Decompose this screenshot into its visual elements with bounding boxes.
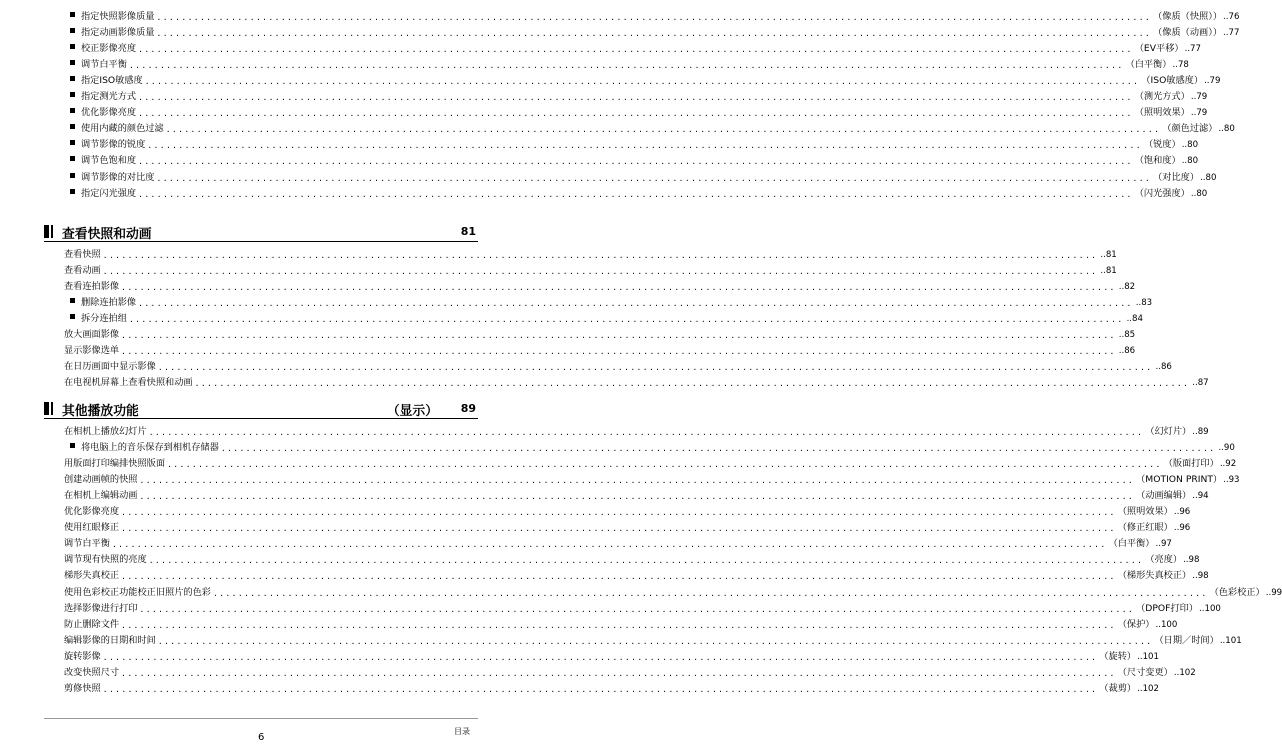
square-bullet-icon bbox=[70, 443, 75, 448]
toc-entry-text: 在相机上播放幻灯片 bbox=[64, 426, 147, 437]
toc-entry[interactable] bbox=[70, 107, 1208, 119]
toc-entry-tag: （尺寸变更） bbox=[1117, 666, 1173, 678]
toc-entry-title bbox=[64, 265, 101, 277]
toc-entry-tag: （ISO敏感度） bbox=[1141, 75, 1204, 87]
square-bullet-icon bbox=[70, 140, 75, 145]
toc-entry-tag: （照明效果） bbox=[1134, 107, 1190, 119]
dot-leader: ................................................................................................................................................................ bbox=[157, 363, 1153, 373]
square-bullet-icon bbox=[70, 298, 75, 303]
toc-entry-text: 使用内藏的颜色过滤 bbox=[81, 123, 164, 135]
footer-divider bbox=[44, 718, 478, 719]
toc-entry[interactable] bbox=[64, 265, 1117, 277]
toc-entry-tag: （测光方式） bbox=[1134, 91, 1190, 103]
square-bullet-icon bbox=[70, 189, 75, 194]
dot-leader: ................................................................................................................................................................ bbox=[138, 45, 1133, 55]
toc-entry-page: ..93 bbox=[1223, 475, 1240, 486]
toc-entry[interactable] bbox=[70, 11, 1240, 23]
toc-entry-tag: （白平衡） bbox=[1125, 59, 1172, 71]
toc-entry[interactable] bbox=[64, 361, 1172, 373]
toc-entry-page: ..102 bbox=[1173, 667, 1196, 678]
footer-page-number: 6 bbox=[258, 732, 265, 743]
toc-entry-page: ..86 bbox=[1118, 346, 1136, 357]
toc-entry-title bbox=[64, 490, 138, 502]
toc-entry-title bbox=[70, 75, 143, 87]
square-bullet-icon bbox=[70, 156, 75, 161]
toc-entry[interactable] bbox=[64, 522, 1191, 534]
section-tag: （显示） bbox=[386, 404, 438, 419]
section-heading-playback bbox=[44, 401, 478, 419]
square-bullet-icon bbox=[70, 314, 75, 319]
toc-entry-title bbox=[64, 651, 101, 663]
toc-entry-page: ..82 bbox=[1118, 282, 1136, 293]
toc-entry-title bbox=[70, 123, 164, 135]
toc-entry-text: 梯形失真校正 bbox=[64, 570, 120, 582]
toc-entry-title bbox=[70, 59, 127, 71]
toc-entry-text: 调节现有快照的亮度 bbox=[64, 554, 147, 566]
toc-entry-text: 指定快照影像质量 bbox=[81, 11, 155, 22]
toc-entry-title bbox=[70, 297, 136, 309]
toc-entry[interactable] bbox=[70, 155, 1199, 167]
toc-entry-page: ..83 bbox=[1135, 298, 1153, 309]
toc-entry[interactable] bbox=[70, 27, 1240, 39]
toc-entry-text: 防止删除文件 bbox=[64, 618, 120, 630]
toc-entry-title bbox=[64, 667, 119, 679]
toc-entry-page: ..76 bbox=[1223, 12, 1240, 22]
toc-entry-text: 使用红眼修正 bbox=[64, 522, 120, 534]
toc-entry-page: ..80 bbox=[1181, 140, 1199, 151]
toc-entry-tag: （颜色过滤） bbox=[1162, 123, 1218, 135]
toc-entry-text: 查看动画 bbox=[64, 265, 101, 277]
toc-entry[interactable] bbox=[64, 618, 1178, 631]
dot-leader: ................................................................................................................................................................ bbox=[139, 604, 1135, 614]
toc-entry-title bbox=[64, 426, 147, 438]
toc-entry[interactable] bbox=[70, 43, 1201, 55]
toc-entry-tag: （日期／时间） bbox=[1154, 634, 1219, 646]
square-bullet-icon bbox=[70, 44, 75, 49]
toc-entry-title bbox=[64, 345, 119, 357]
toc-entry[interactable] bbox=[70, 123, 1235, 135]
toc-entry-tag: （白平衡） bbox=[1108, 538, 1155, 550]
dot-leader: ................................................................................................................................................................ bbox=[128, 61, 1124, 71]
toc-entry-page: ..84 bbox=[1126, 314, 1143, 325]
toc-entry-text: 调节色饱和度 bbox=[81, 155, 137, 167]
toc-entry-text: 调节白平衡 bbox=[64, 538, 110, 550]
toc-entry-tag: （像质（动画）） bbox=[1153, 27, 1223, 39]
toc-entry-text: 使用色彩校正功能校正旧照片的色彩 bbox=[64, 586, 211, 598]
toc-entry-tag: （DPOF打印） bbox=[1136, 602, 1199, 614]
toc-entry-text: 在日历画面中显示影像 bbox=[64, 361, 156, 373]
dot-leader: ................................................................................................................................................................ bbox=[102, 684, 1098, 694]
toc-entry[interactable] bbox=[70, 139, 1199, 151]
toc-entry-tag: （闪光强度） bbox=[1134, 187, 1190, 199]
toc-entry-text: 将电脑上的音乐保存到相机存储器 bbox=[81, 442, 219, 454]
square-bullet-icon bbox=[70, 60, 75, 65]
dot-leader: ................................................................................................................................................................ bbox=[156, 29, 1152, 39]
toc-entry-tag: （裁剪） bbox=[1099, 682, 1137, 694]
toc-entry[interactable] bbox=[70, 442, 1235, 454]
square-bullet-icon bbox=[70, 28, 75, 33]
toc-entry[interactable] bbox=[64, 474, 1240, 486]
toc-entry-text: 剪修快照 bbox=[64, 682, 101, 694]
toc-entry-tag: （饱和度） bbox=[1134, 155, 1181, 167]
dot-leader: ................................................................................................................................................................ bbox=[194, 379, 1190, 389]
toc-entry-tag: （修正红眼） bbox=[1117, 522, 1173, 534]
heading-bar-icon bbox=[44, 402, 56, 415]
toc-entry-title bbox=[64, 554, 147, 566]
toc-entry-text: 在相机上编辑动画 bbox=[64, 490, 138, 502]
toc-entry-page: ..85 bbox=[1118, 330, 1136, 341]
dot-leader: ................................................................................................................................................................ bbox=[139, 476, 1135, 486]
toc-entry-title bbox=[70, 43, 136, 55]
dot-leader: ................................................................................................................................................................ bbox=[138, 157, 1133, 167]
toc-entry-title bbox=[64, 522, 119, 534]
toc-entry-tag: （锐度） bbox=[1143, 139, 1181, 151]
toc-entry-text: 旋转影像 bbox=[64, 650, 101, 662]
toc-entry-text: 指定ISO敏感度 bbox=[81, 75, 143, 87]
toc-entry-text: 调节影像的锐度 bbox=[81, 139, 146, 151]
toc-entry-title bbox=[64, 377, 193, 389]
toc-entry-tag: （梯形失真校正） bbox=[1117, 570, 1192, 582]
toc-entry[interactable] bbox=[64, 586, 1282, 599]
toc-entry-page: ..79 bbox=[1190, 108, 1208, 119]
toc-entry[interactable] bbox=[70, 171, 1217, 184]
toc-entry-title bbox=[64, 458, 165, 470]
toc-entry[interactable] bbox=[64, 650, 1159, 663]
dot-leader: ................................................................................................................................................................ bbox=[121, 283, 1116, 293]
toc-entry-text: 在电视机屏幕上查看快照和动画 bbox=[64, 377, 193, 389]
square-bullet-icon bbox=[70, 12, 75, 17]
dot-leader: ................................................................................................................................................................ bbox=[148, 428, 1144, 437]
dot-leader: ................................................................................................................................................................ bbox=[165, 125, 1161, 135]
toc-entry-title bbox=[64, 329, 119, 341]
toc-entry-text: 调节白平衡 bbox=[81, 59, 127, 71]
toc-entry-title bbox=[70, 107, 136, 119]
toc-entry[interactable] bbox=[64, 458, 1237, 470]
toc-entry-page: ..97 bbox=[1155, 539, 1172, 550]
toc-entry-page: ..80 bbox=[1218, 124, 1235, 135]
toc-entry-page: ..99 bbox=[1265, 587, 1282, 598]
toc-entry-title bbox=[64, 587, 211, 599]
section-title: 其他播放功能 bbox=[62, 404, 139, 419]
dot-leader: ................................................................................................................................................................ bbox=[121, 508, 1116, 518]
square-bullet-icon bbox=[70, 124, 75, 129]
toc-entry-tag: （对比度） bbox=[1153, 171, 1200, 183]
toc-entry-tag: （亮度） bbox=[1145, 554, 1183, 566]
toc-entry-text: 拆分连拍组 bbox=[81, 313, 127, 325]
toc-entry[interactable] bbox=[64, 249, 1117, 261]
toc-entry-tag: （EV平移） bbox=[1134, 43, 1184, 55]
toc-entry-title bbox=[70, 442, 219, 454]
toc-entry[interactable] bbox=[64, 345, 1136, 357]
toc-entry-page: ..102 bbox=[1137, 683, 1159, 694]
toc-entry-text: 改变快照尺寸 bbox=[64, 666, 120, 678]
toc-entry-title bbox=[70, 11, 155, 23]
toc-entry-tag: （色彩校正） bbox=[1209, 586, 1265, 598]
dot-leader: ................................................................................................................................................................ bbox=[156, 13, 1152, 22]
toc-entry-tag: （像质（快照）） bbox=[1153, 11, 1223, 22]
section-heading-view bbox=[44, 224, 478, 242]
toc-entry-text: 调节影像的对比度 bbox=[81, 171, 155, 183]
dot-leader: ................................................................................................................................................................ bbox=[220, 444, 1216, 454]
toc-entry-title bbox=[70, 155, 136, 167]
toc-entry-title bbox=[64, 249, 101, 261]
toc-entry-text: 校正影像亮度 bbox=[81, 43, 137, 55]
toc-entry[interactable] bbox=[70, 75, 1221, 87]
toc-entry[interactable] bbox=[64, 570, 1209, 582]
toc-entry[interactable] bbox=[64, 666, 1196, 679]
toc-entry-page: ..81 bbox=[1100, 266, 1117, 277]
toc-entry-text: 优化影像亮度 bbox=[81, 107, 137, 119]
toc-entry-page: ..98 bbox=[1192, 571, 1209, 582]
dot-leader: ................................................................................................................................................................ bbox=[121, 572, 1116, 582]
toc-entry-title bbox=[64, 683, 101, 695]
toc-entry[interactable] bbox=[64, 602, 1221, 615]
dot-leader: ................................................................................................................................................................ bbox=[157, 636, 1153, 646]
toc-entry-page: ..79 bbox=[1204, 76, 1221, 87]
dot-leader: ................................................................................................................................................................ bbox=[144, 77, 1140, 87]
toc-entry-tag: （旋转） bbox=[1099, 650, 1137, 662]
square-bullet-icon bbox=[70, 76, 75, 81]
toc-entry-page: ..80 bbox=[1200, 172, 1217, 183]
toc-entry-tag: （照明效果） bbox=[1117, 506, 1173, 518]
toc-entry-page: ..77 bbox=[1223, 28, 1240, 39]
dot-leader: ................................................................................................................................................................ bbox=[138, 299, 1133, 309]
dot-leader: ................................................................................................................................................................ bbox=[148, 556, 1144, 566]
dot-leader: ................................................................................................................................................................ bbox=[138, 189, 1133, 199]
heading-bar-icon bbox=[44, 225, 56, 238]
toc-entry-title bbox=[64, 474, 138, 486]
toc-entry[interactable] bbox=[64, 490, 1209, 502]
dot-leader: ................................................................................................................................................................ bbox=[121, 620, 1116, 630]
toc-entry-page: ..101 bbox=[1219, 635, 1242, 646]
toc-entry-text: 显示影像选单 bbox=[64, 345, 120, 357]
square-bullet-icon bbox=[70, 108, 75, 113]
toc-entry[interactable] bbox=[70, 59, 1189, 71]
dot-leader: ................................................................................................................................................................ bbox=[121, 347, 1116, 357]
toc-entry-page: ..86 bbox=[1155, 362, 1172, 373]
dot-leader: ................................................................................................................................................................ bbox=[121, 331, 1116, 341]
toc-entry-text: 创建动画帧的快照 bbox=[64, 474, 138, 486]
toc-entry-page: ..80 bbox=[1181, 156, 1199, 167]
dot-leader: ................................................................................................................................................................ bbox=[138, 93, 1133, 103]
toc-entry[interactable] bbox=[64, 281, 1136, 293]
toc-entry-text: 优化影像亮度 bbox=[64, 506, 120, 518]
toc-entry-page: ..100 bbox=[1199, 603, 1221, 614]
dot-leader: ................................................................................................................................................................ bbox=[102, 251, 1098, 260]
toc-entry[interactable] bbox=[70, 297, 1153, 309]
toc-entry-page: ..87 bbox=[1192, 378, 1209, 389]
toc-entry[interactable] bbox=[64, 426, 1209, 438]
dot-leader: ................................................................................................................................................................ bbox=[139, 492, 1135, 502]
toc-entry-title bbox=[70, 139, 145, 151]
toc-entry-text: 查看连拍影像 bbox=[64, 281, 120, 293]
dot-leader: ................................................................................................................................................................ bbox=[156, 173, 1152, 183]
dot-leader: ................................................................................................................................................................ bbox=[147, 141, 1142, 151]
toc-entry-page: ..101 bbox=[1137, 651, 1159, 662]
toc-entry-text: 选择影像进行打印 bbox=[64, 602, 138, 614]
toc-entry-page: ..96 bbox=[1173, 523, 1191, 534]
toc-entry-title bbox=[64, 603, 138, 615]
dot-leader: ................................................................................................................................................................ bbox=[167, 460, 1162, 470]
toc-entry-page: ..80 bbox=[1190, 188, 1208, 199]
toc-entry-tag: （版面打印） bbox=[1163, 458, 1219, 470]
toc-entry-text: 放大画面影像 bbox=[64, 329, 120, 341]
toc-entry-page: ..89 bbox=[1192, 427, 1209, 437]
toc-entry-title bbox=[70, 172, 155, 184]
dot-leader: ................................................................................................................................................................ bbox=[102, 267, 1098, 277]
toc-entry-text: 编辑影像的日期和时间 bbox=[64, 634, 156, 646]
toc-entry-page: ..77 bbox=[1184, 44, 1201, 55]
toc-entry-title bbox=[64, 635, 156, 647]
dot-leader: ................................................................................................................................................................ bbox=[102, 652, 1098, 662]
toc-entry-page: ..98 bbox=[1183, 555, 1200, 566]
toc-entry-title bbox=[70, 91, 136, 103]
toc-entry-page: ..100 bbox=[1155, 619, 1178, 630]
toc-entry[interactable] bbox=[70, 91, 1208, 103]
toc-entry-page: ..78 bbox=[1172, 60, 1189, 71]
toc-entry-tag: （动画编辑） bbox=[1136, 490, 1192, 502]
toc-entry-title bbox=[70, 188, 136, 200]
toc-entry[interactable] bbox=[64, 554, 1200, 566]
toc-entry-text: 删除连拍影像 bbox=[81, 297, 137, 309]
toc-entry-text: 指定测光方式 bbox=[81, 91, 137, 103]
toc-entry-title bbox=[64, 538, 110, 550]
toc-entry-text: 查看快照 bbox=[64, 249, 101, 260]
square-bullet-icon bbox=[70, 92, 75, 97]
toc-entry-title bbox=[64, 570, 119, 582]
toc-entry-page: ..92 bbox=[1219, 459, 1237, 470]
toc-entry[interactable] bbox=[70, 313, 1143, 325]
toc-entry-text: 用版面打印编排快照版面 bbox=[64, 458, 166, 470]
section-title: 查看快照和动画 bbox=[62, 227, 152, 242]
footer-label: 目录 bbox=[454, 727, 470, 736]
toc-entry[interactable] bbox=[64, 634, 1242, 647]
square-bullet-icon bbox=[70, 173, 75, 178]
toc-entry[interactable] bbox=[64, 506, 1191, 518]
toc-entry[interactable] bbox=[64, 538, 1172, 550]
section-page-number: 89 bbox=[460, 402, 476, 415]
toc-entry-page: ..90 bbox=[1218, 443, 1235, 454]
toc-entry[interactable] bbox=[64, 329, 1136, 341]
dot-leader: ................................................................................................................................................................ bbox=[121, 668, 1116, 678]
toc-entry-title bbox=[64, 361, 156, 373]
dot-leader: ................................................................................................................................................................ bbox=[213, 588, 1208, 598]
toc-entry-title bbox=[64, 506, 119, 518]
toc-entry-tag: （幻灯片） bbox=[1145, 426, 1192, 437]
toc-entry-page: ..79 bbox=[1190, 92, 1208, 103]
section-page-number: 81 bbox=[460, 225, 476, 238]
toc-entry-title bbox=[64, 281, 119, 293]
toc-entry-tag: （MOTION PRINT） bbox=[1136, 474, 1223, 486]
dot-leader: ................................................................................................................................................................ bbox=[138, 109, 1133, 119]
toc-entry-title bbox=[64, 619, 119, 631]
toc-entry[interactable] bbox=[64, 682, 1159, 695]
dot-leader: ................................................................................................................................................................ bbox=[128, 315, 1124, 325]
toc-entry[interactable] bbox=[64, 377, 1209, 389]
toc-entry[interactable] bbox=[70, 187, 1208, 200]
toc-entry-title bbox=[70, 27, 155, 39]
toc-entry-page: ..81 bbox=[1100, 250, 1117, 260]
toc-entry-text: 指定闪光强度 bbox=[81, 187, 137, 199]
toc-entry-tag: （保护） bbox=[1117, 618, 1155, 630]
toc-entry-page: ..96 bbox=[1173, 507, 1191, 518]
dot-leader: ................................................................................................................................................................ bbox=[121, 524, 1116, 534]
toc-entry-text: 指定动画影像质量 bbox=[81, 27, 155, 39]
dot-leader: ................................................................................................................................................................ bbox=[111, 540, 1107, 550]
toc-entry-page: ..94 bbox=[1192, 491, 1209, 502]
toc-entry-title bbox=[70, 313, 127, 325]
